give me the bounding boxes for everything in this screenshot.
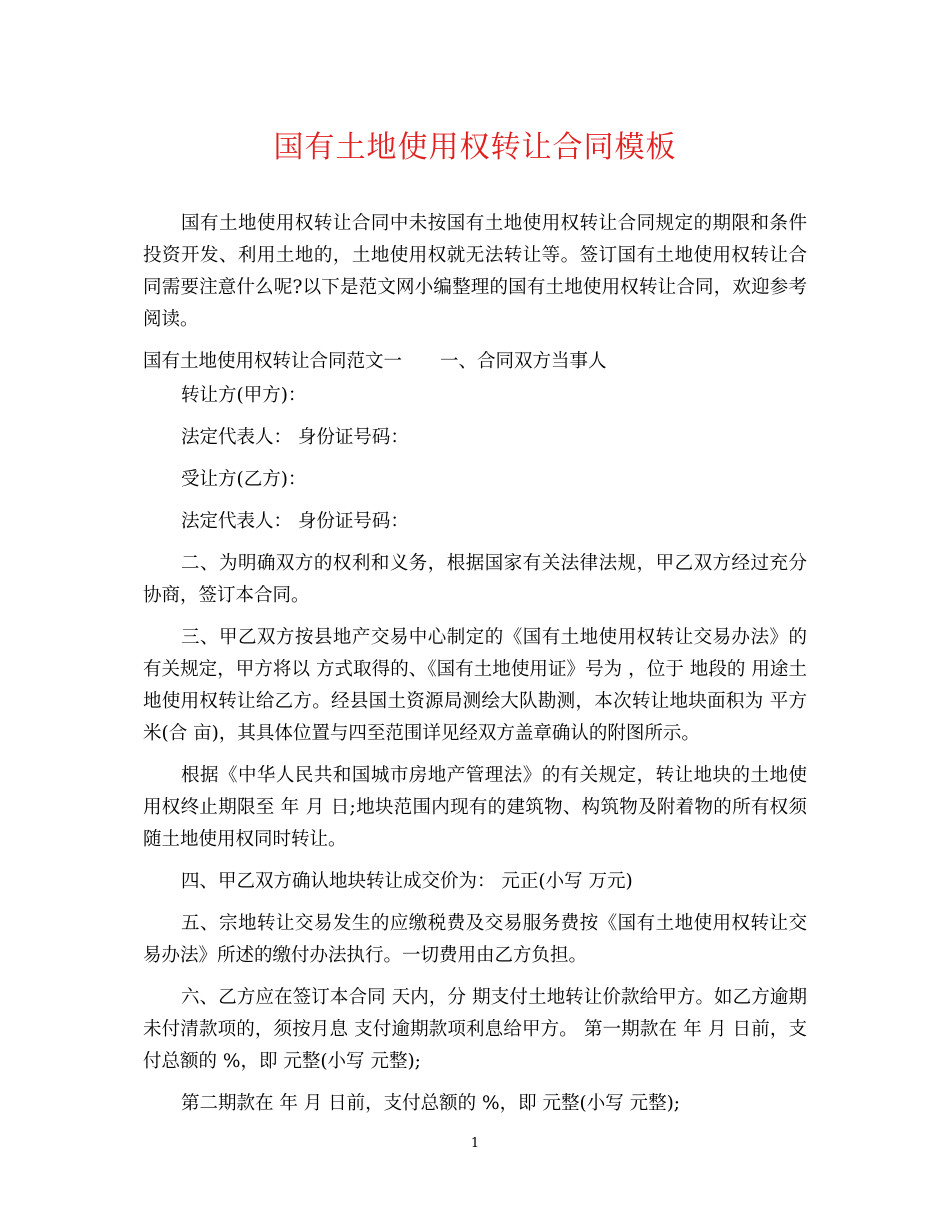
transferor-representative-line: 法定代表人： 身份证号码： (181, 427, 409, 448)
clause-three: 三、甲乙双方按县地产交易中心制定的《国有土地使用权转让交易办法》的有关规定，甲方将以 方式取得的、《国有土地使用证》号为 ，位于 地段的 用途土地使用权转让给乙方。经县国土资源局测绘大队勘测，本次转让地块面积为 平方米(合 亩)，其具体位置与四至范围详见经双方盖章确认的附图所示。 (143, 627, 807, 744)
clause-five: 五、宗地转让交易发生的应缴税费及交易服务费按《国有土地使用权转让交易办法》所述的缴付办法执行。一切费用由乙方负担。 (143, 913, 807, 966)
contract-heading-line (143, 346, 807, 378)
document-body (143, 208, 807, 1130)
transferee-line: 受让方(乙方)： (181, 469, 307, 490)
intro-paragraph: 国有土地使用权转让合同中未按国有土地使用权转让合同规定的期限和条件投资开发、利用土地的，土地使用权就无法转让等。签订国有土地使用权转让合同需要注意什么呢?以下是范文网小编整理的国有土地使用权转让合同，欢迎参考阅读。 (143, 213, 807, 330)
page-number: 1 (470, 1136, 480, 1151)
transferee-representative-line: 法定代表人： 身份证号码： (181, 511, 409, 532)
contract-heading: 国有土地使用权转让合同范文一 (143, 351, 403, 372)
clause-six: 六、乙方应在签订本合同 天内，分 期支付土地转让价款给甲方。如乙方逾期未付清款项的，须按月息 支付逾期款项利息给甲方。 第一期款在 年 月 日前，支付总额的 %，即 元整(小写 元整); (143, 987, 807, 1072)
clause-three-continued: 根据《中华人民共和国城市房地产管理法》的有关规定，转让地块的土地使用权终止期限至 年 月 日;地块范围内现有的建筑物、构筑物及附着物的所有权须随土地使用权同时转让。 (143, 765, 807, 850)
transferor-line: 转让方(甲方)： (181, 385, 307, 406)
document-title: 国有土地使用权转让合同模板 (273, 130, 677, 165)
section-one-heading: 一、合同双方当事人 (440, 351, 607, 372)
clause-two: 二、为明确双方的权利和义务，根据国家有关法律法规，甲乙双方经过充分协商，签订本合同。 (143, 553, 807, 606)
clause-four: 四、甲乙双方确认地块转让成交价为： 元正(小写 万元) (181, 871, 633, 892)
second-installment-line: 第二期款在 年 月 日前，支付总额的 %，即 元整(小写 元整); (181, 1093, 681, 1114)
